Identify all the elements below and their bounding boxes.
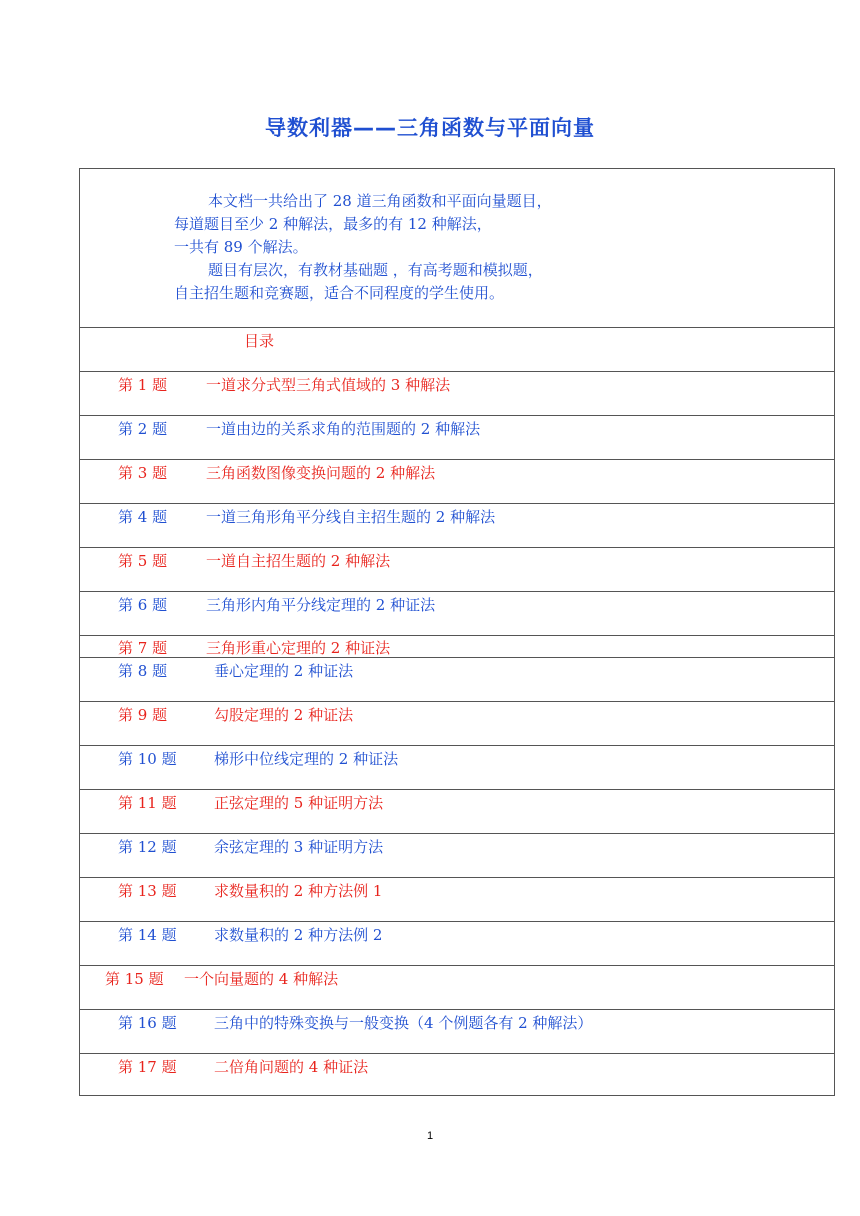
toc-heading-row <box>80 328 834 372</box>
toc-heading: 目录 <box>244 332 275 350</box>
toc-item-title: 三角形内角平分线定理的 2 种证法 <box>206 596 436 614</box>
toc-item-title: 梯形中位线定理的 2 种证法 <box>214 750 399 768</box>
toc-item-number: 第 16 题 <box>118 1014 177 1032</box>
toc-item[interactable] <box>80 878 834 922</box>
toc-item-title: 二倍角问题的 4 种证法 <box>214 1058 369 1076</box>
toc-item-number: 第 11 题 <box>118 794 177 812</box>
page-number: 1 <box>426 1130 434 1142</box>
toc-item[interactable] <box>80 834 834 878</box>
toc-item-number: 第 10 题 <box>118 750 177 768</box>
toc-item[interactable] <box>80 922 834 966</box>
toc-item-number: 第 3 题 <box>118 464 168 482</box>
toc-item-title: 三角形重心定理的 2 种证法 <box>206 639 391 657</box>
intro-line: 自主招生题和竞赛题，适合不同程度的学生使用。 <box>174 284 505 302</box>
intro-line: 每道题目至少 2 种解法，最多的有 12 种解法， <box>174 215 492 233</box>
toc-item[interactable] <box>80 372 834 416</box>
toc-item[interactable] <box>80 790 834 834</box>
toc-item-title: 求数量积的 2 种方法例 1 <box>214 882 383 900</box>
toc-item-title: 勾股定理的 2 种证法 <box>214 706 354 724</box>
toc-item-title: 正弦定理的 5 种证明方法 <box>214 794 384 812</box>
toc-item-title: 垂心定理的 2 种证法 <box>214 662 354 680</box>
toc-item-number: 第 4 题 <box>118 508 168 526</box>
toc-item[interactable] <box>80 702 834 746</box>
toc-item-title: 一道三角形角平分线自主招生题的 2 种解法 <box>206 508 496 526</box>
toc-item-title: 三角中的特殊变换与一般变换（4 个例题各有 2 种解法） <box>214 1014 593 1032</box>
toc-item-number: 第 8 题 <box>118 662 168 680</box>
toc-item-title: 三角函数图像变换问题的 2 种解法 <box>206 464 436 482</box>
toc-item-title: 余弦定理的 3 种证明方法 <box>214 838 384 856</box>
toc-item[interactable] <box>80 746 834 790</box>
toc-item[interactable] <box>80 658 834 702</box>
intro-cell <box>80 169 834 328</box>
intro-line: 本文档一共给出了 28 道三角函数和平面向量题目， <box>208 192 552 210</box>
intro-line: 一共有 89 个解法。 <box>174 238 308 256</box>
toc-item-title: 一道自主招生题的 2 种解法 <box>206 552 391 570</box>
toc-item-number: 第 17 题 <box>118 1058 177 1076</box>
toc-table <box>79 168 835 1096</box>
toc-item[interactable] <box>80 592 834 636</box>
toc-item[interactable] <box>80 636 834 658</box>
intro-line: 题目有层次，有教材基础题 ，有高考题和模拟题， <box>208 261 543 279</box>
toc-item-number: 第 9 题 <box>118 706 168 724</box>
toc-item-number: 第 15 题 <box>105 970 164 988</box>
toc-item[interactable] <box>80 504 834 548</box>
toc-item-number: 第 1 题 <box>118 376 168 394</box>
toc-item[interactable] <box>80 416 834 460</box>
toc-item-title: 求数量积的 2 种方法例 2 <box>214 926 383 944</box>
toc-item[interactable] <box>80 548 834 592</box>
document-title: 导数利器——三角函数与平面向量 <box>265 116 595 140</box>
toc-item-number: 第 12 题 <box>118 838 177 856</box>
toc-item[interactable] <box>80 966 834 1010</box>
toc-item-number: 第 13 题 <box>118 882 177 900</box>
toc-item-number: 第 6 题 <box>118 596 168 614</box>
toc-item-number: 第 7 题 <box>118 639 168 657</box>
toc-item[interactable] <box>80 460 834 504</box>
toc-item-title: 一道求分式型三角式值域的 3 种解法 <box>206 376 451 394</box>
toc-item-number: 第 14 题 <box>118 926 177 944</box>
toc-item[interactable] <box>80 1010 834 1054</box>
toc-item-number: 第 5 题 <box>118 552 168 570</box>
toc-item-title: 一道由边的关系求角的范围题的 2 种解法 <box>206 420 481 438</box>
toc-item-number: 第 2 题 <box>118 420 168 438</box>
toc-item[interactable] <box>80 1054 834 1098</box>
toc-item-title: 一个向量题的 4 种解法 <box>184 970 339 988</box>
